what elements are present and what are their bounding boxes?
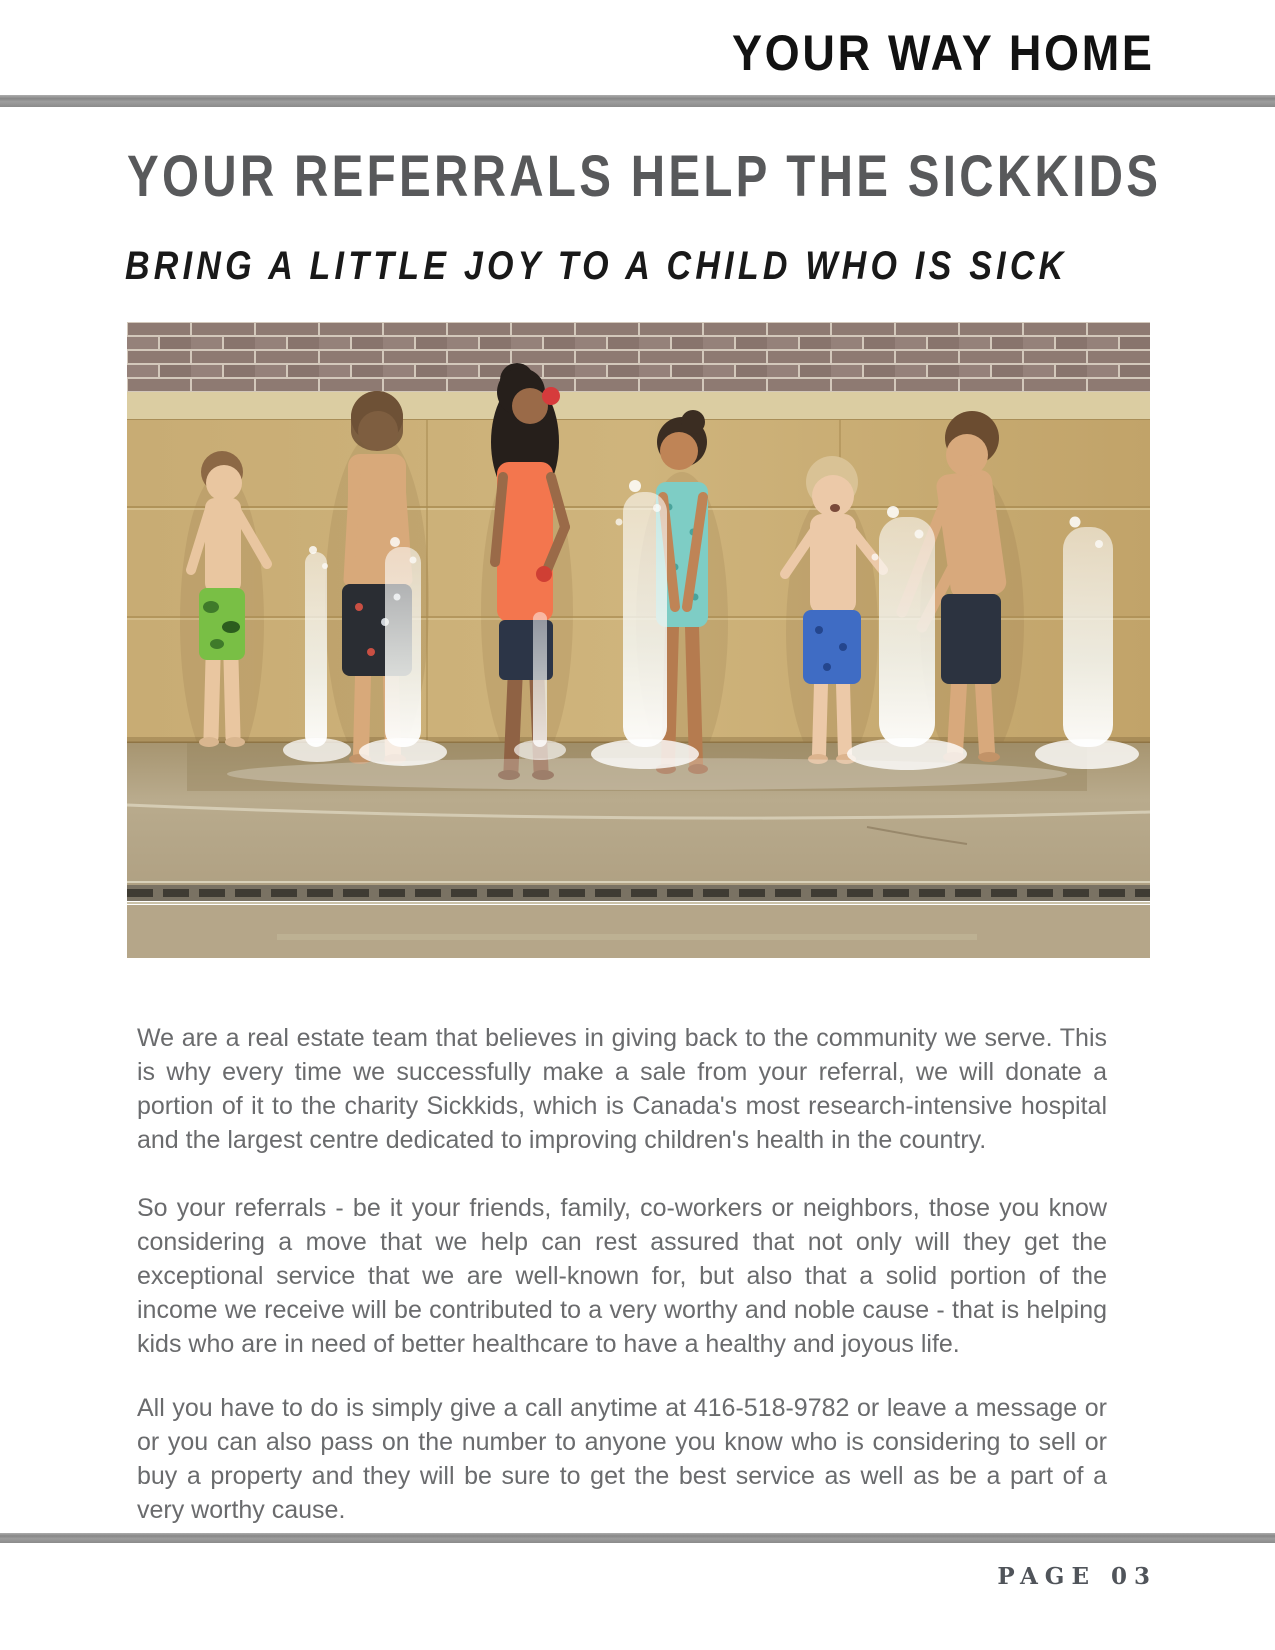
brick-wall bbox=[127, 322, 1150, 392]
splash-pad-illustration bbox=[127, 322, 1150, 958]
body-paragraph-1: We are a real estate team that believes in giving back to the community we serve. This is why every time we successfully make a sale from your referral, we will donate a portion of it to the charity Sickkids, which is Canada's most research-intensive hospital and the largest centre dedicated to improving children's health in the country. bbox=[137, 1024, 1107, 1154]
splash-pad-photo bbox=[127, 322, 1150, 958]
article-subtitle: BRING A LITTLE JOY TO A CHILD WHO IS SICK bbox=[125, 244, 1068, 288]
article-title: YOUR REFERRALS HELP THE SICKKIDS bbox=[127, 144, 1162, 209]
splash-foam bbox=[227, 758, 1067, 790]
body-paragraph-2: So your referrals - be it your friends, family, co-workers or neighbors, those you know considering a move that we help can rest assured that not only will they get the exceptional service that we are well-known for, but also that a solid portion of the income we receive will be contributed to a very worthy and noble cause - that is helping kids who are in need of better healthcare to have a healthy and joyous life. bbox=[137, 1194, 1107, 1358]
bottom-divider-bar bbox=[0, 1533, 1275, 1543]
page-number: PAGE 03 bbox=[997, 1563, 1157, 1590]
brand-title: YOUR WAY HOME bbox=[732, 25, 1155, 81]
top-divider-bar bbox=[0, 95, 1275, 107]
body-paragraph-3: All you have to do is simply give a call anytime at 416-518-9782 or leave a message or or you can also pass on the number to anyone you know who is considering to sell or buy a property and they will be sure to get the best service as well as be a part of a very worthy cause. bbox=[137, 1394, 1107, 1524]
